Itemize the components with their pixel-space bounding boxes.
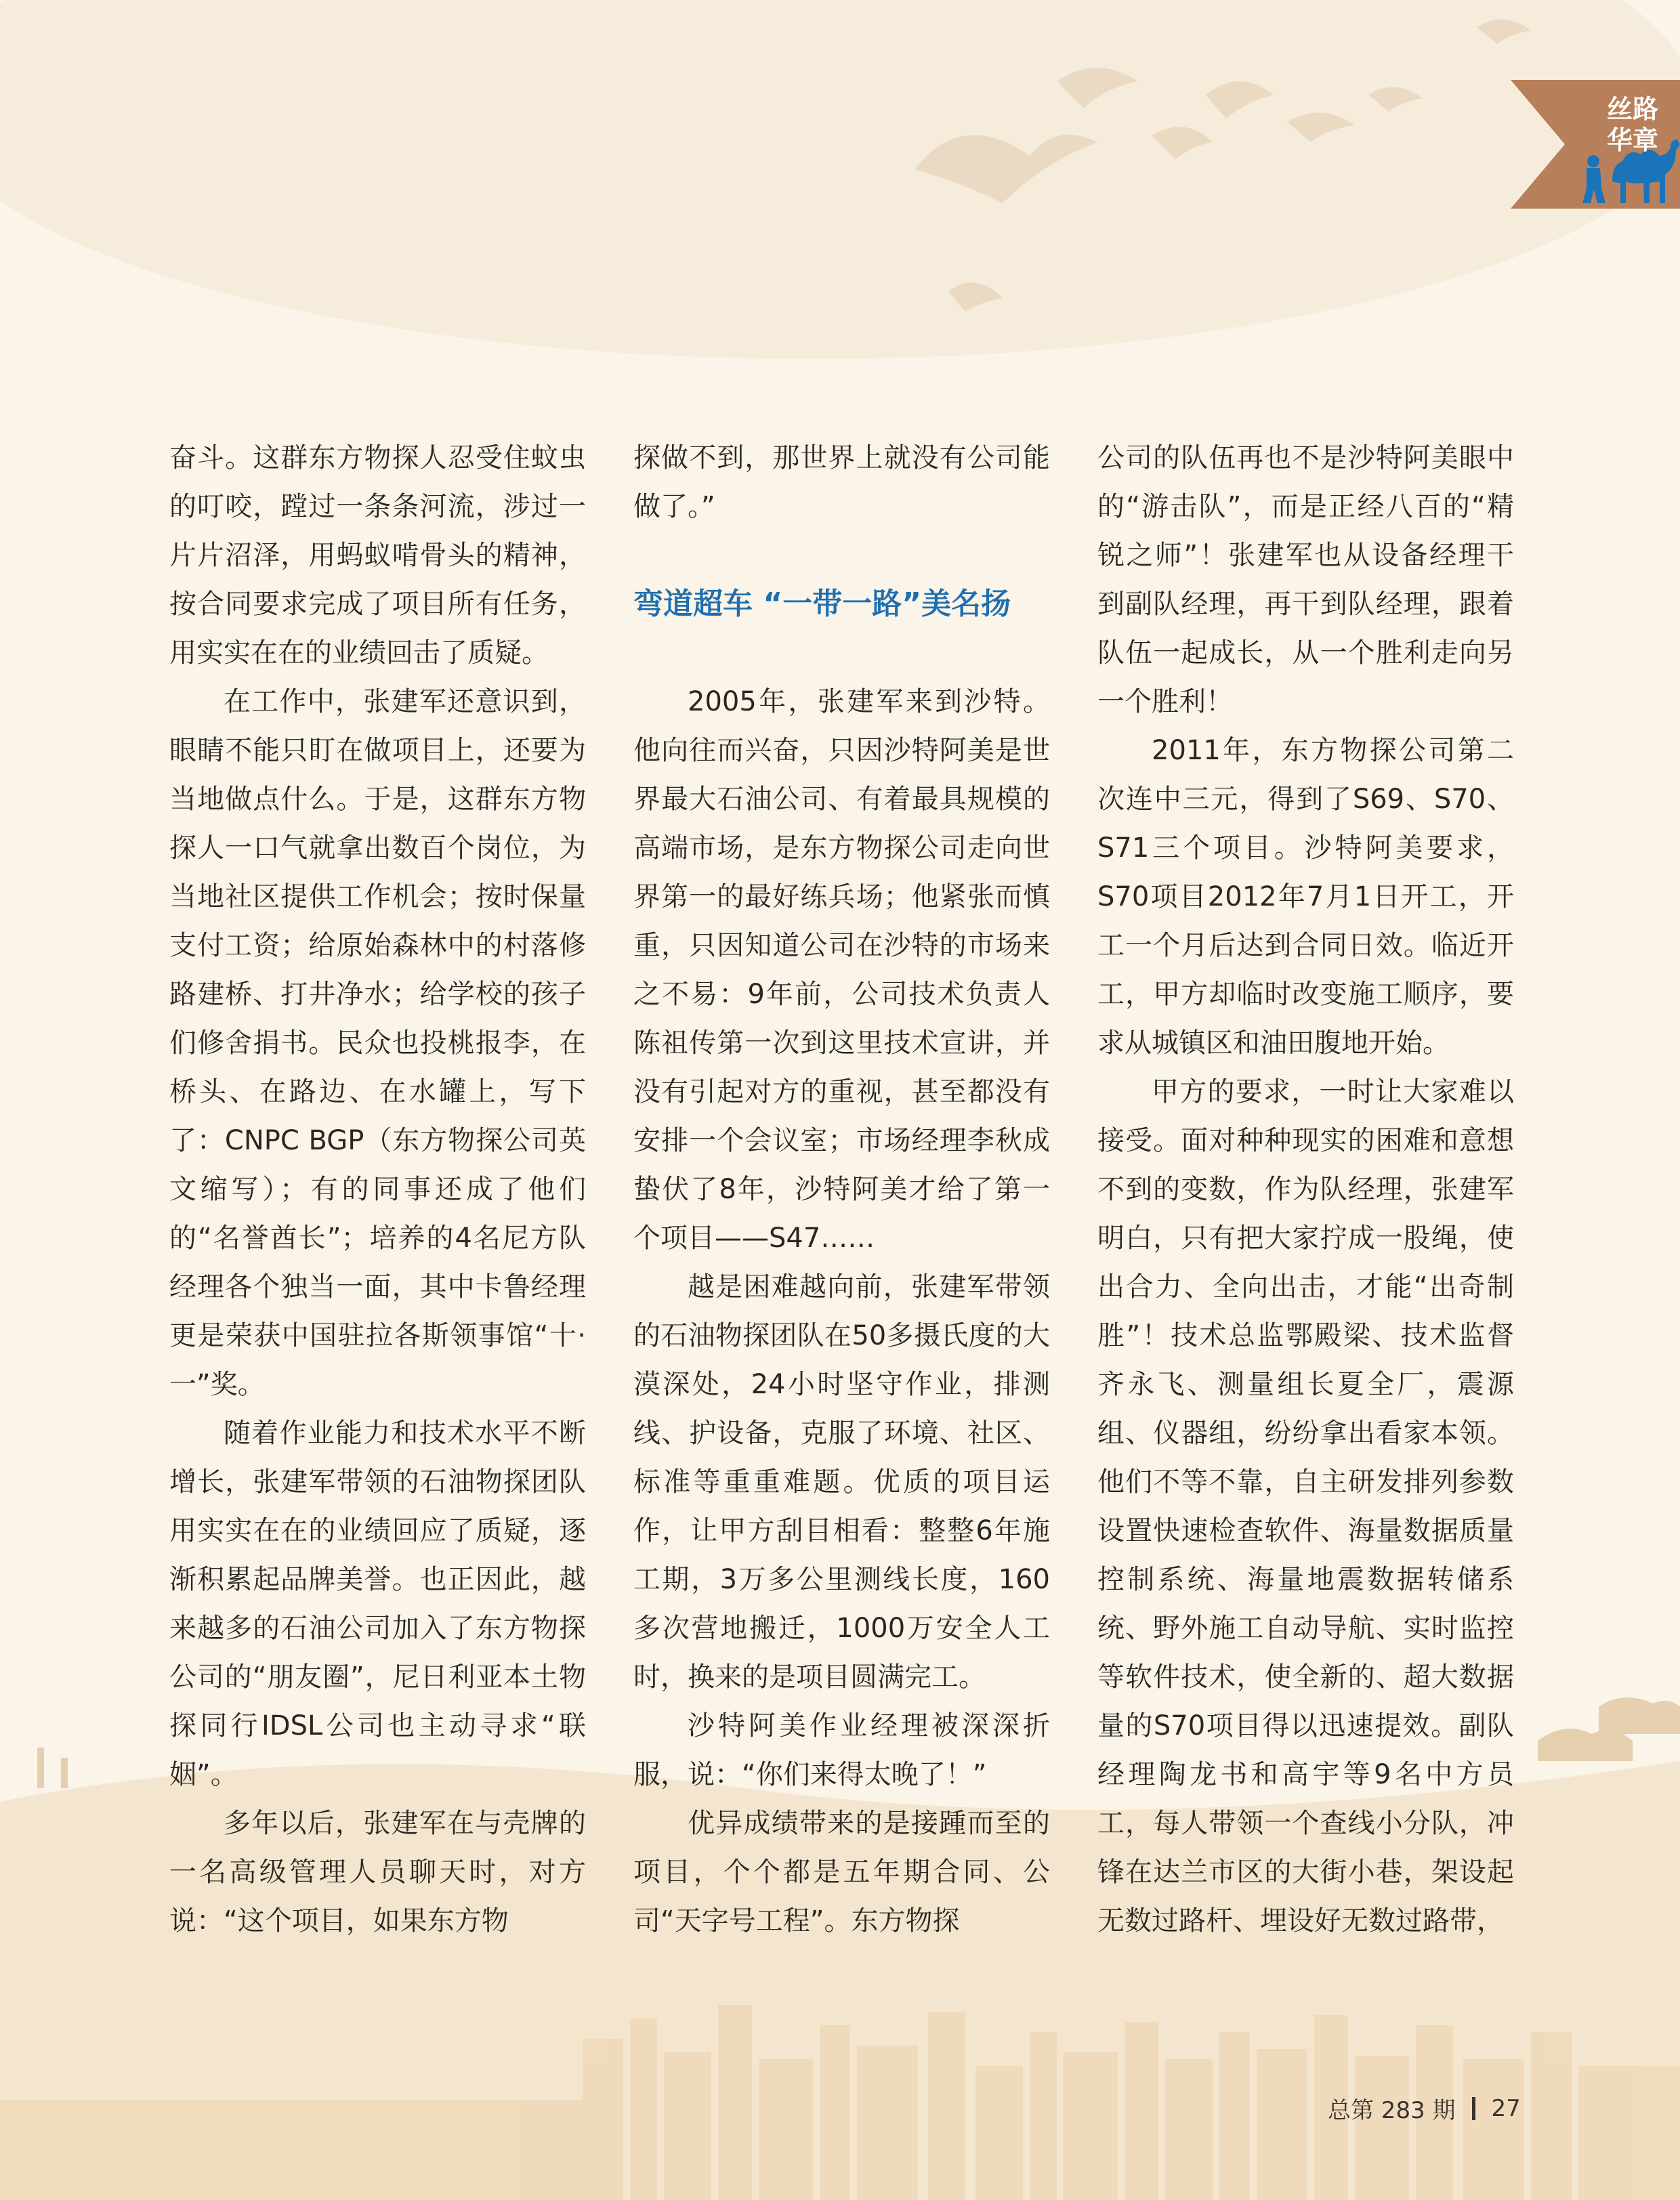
column-1 [169,433,586,1945]
paragraph: 2005年，张建军来到沙特。他向往而兴奋，只因沙特阿美是世界最大石油公司、有着最具规模的高端市场，是东方物探公司走向世界第一的最好练兵场；他紧张而慎重，只因知道公司在沙特的市场来之不易：9年前，公司技术负责人陈祖传第一次到这里技术宣讲，并没有引起对方的重视，甚至都没有安排一个会议室；市场经理李秋成蛰伏了8年，沙特阿美才给了第一个项目——S47…… [633,686,1050,1254]
paragraph: 探做不到，那世界上就没有公司能做了。” [633,442,1050,522]
paragraph: 在工作中，张建军还意识到，眼睛不能只盯在做项目上，还要为当地做点什么。于是，这群东方物探人一口气就拿出数百个岗位，为当地社区提供工作机会；按时保量支付工资；给原始森林中的村落修路建桥、打井净水；给学校的孩子们修舍捐书。民众也投桃报李，在桥头、在路边、在水罐上，写下了：CNPC BGP（东方物探公司英文缩写）；有的同事还成了他们的“名誉酋长”；培养的4名尼方队经理各个独当一面，其中卡鲁经理更是荣获中国驻拉各斯领事馆“十·一”奖。 [169,686,586,1400]
paragraph: 随着作业能力和技术水平不断增长，张建军带领的石油物探团队用实实在在的业绩回应了质疑，逐渐积累起品牌美誉。也正因此，越来越多的石油公司加入了东方物探公司的“朋友圈”，尼日利亚本土物探同行IDSL公司也主动寻求“联姻”。 [169,1418,586,1790]
issue-number: 总第 283 期 [1328,2097,1456,2124]
paragraph: 甲方的要求，一时让大家难以接受。面对种种现实的困难和意想不到的变数，作为队经理，张建军明白，只有把大家拧成一股绳，使出合力、全向出击，才能“出奇制胜”！技术总监鄂殿梁、技术监督齐永飞、测量组长夏全厂，震源组、仪器组，纷纷拿出看家本领。他们不等不靠，自主研发排列参数设置快速检查软件、海量数据质量控制系统、海量地震数据转储系统、野外施工自动导航、实时监控等软件技术，使全新的、超大数据量的S70项目得以迅速提效。副队经理陶龙书和高宇等9名中方员工，每人带领一个查线小分队，冲锋在达兰市区的大街小巷，架设起无数过路杆、埋设好无数过路带， [1097,1076,1514,1937]
section-tab-label [1585,93,1680,156]
column-3 [1097,433,1514,1945]
column-2 [633,433,1050,1945]
paragraph: 奋斗。这群东方物探人忍受住蚊虫的叮咬，蹚过一条条河流，涉过一片片沼泽，用蚂蚁啃骨头的精神，按合同要求完成了项目所有任务，用实实在在的业绩回击了质疑。 [169,442,586,669]
page-footer [1328,2092,1521,2125]
section-tab-line1: 丝路 [1606,94,1658,124]
page-number: 27 [1491,2094,1521,2122]
paragraph: 越是困难越向前，张建军带领的石油物探团队在50多摄氏度的大漠深处，24小时坚守作业，排测线、护设备，克服了环境、社区、标准等重重难题。优质的项目运作，让甲方刮目相看：整整6年施工期，3万多公里测线长度，160多次营地搬迁，1000万安全人工时，换来的是项目圆满完工。 [633,1271,1050,1693]
footer-divider [1472,2097,1475,2120]
section-heading: 弯道超车 “一带一路”美名扬 [633,587,1011,621]
paragraph: 优异成绩带来的是接踵而至的项目，个个都是五年期合同、公司“天字号工程”。东方物探 [633,1808,1050,1937]
paragraph: 公司的队伍再也不是沙特阿美眼中的“游击队”，而是正经八百的“精锐之师”！张建军也从设备经理干到副队经理，再干到队经理，跟着队伍一起成长，从一个胜利走向另一个胜利！ [1097,442,1514,717]
section-tab-line2: 华章 [1606,125,1658,155]
paragraph: 沙特阿美作业经理被深深折服，说：“你们来得太晚了！” [633,1710,1050,1790]
paragraph: 2011年，东方物探公司第二次连中三元，得到了S69、S70、S71三个项目。沙特阿美要求，S70项目2012年7月1日开工，开工一个月后达到合同日效。临近开工，甲方却临时改变施工顺序，要求从城镇区和油田腹地开始。 [1097,735,1514,1059]
paragraph: 多年以后，张建军在与壳牌的一名高级管理人员聊天时，对方说：“这个项目，如果东方物 [169,1808,586,1937]
